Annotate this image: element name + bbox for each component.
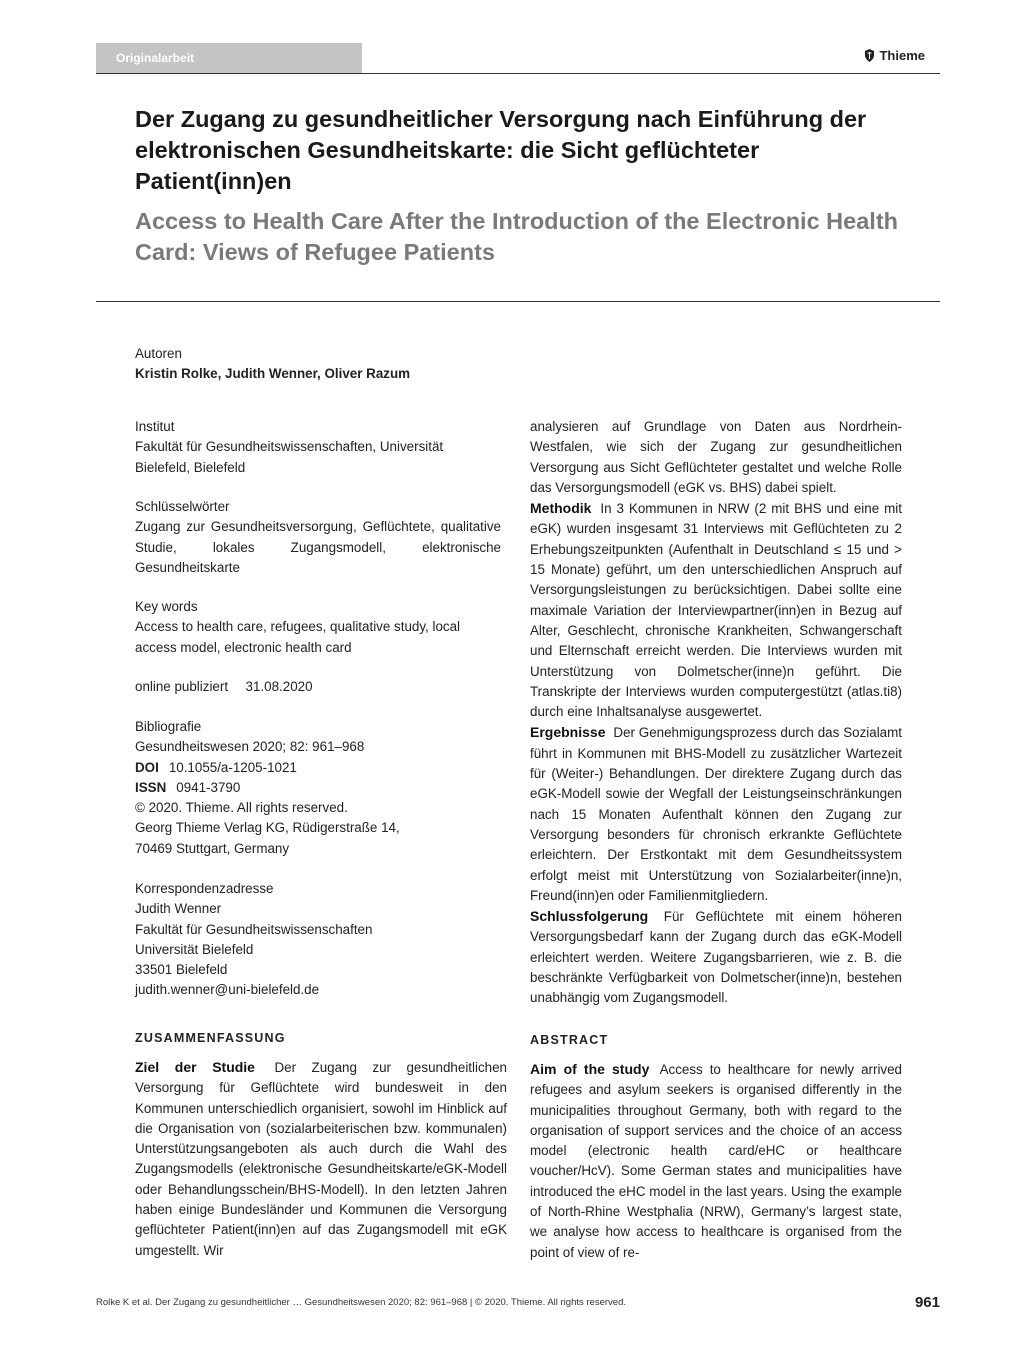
schluss-paragraph [530, 906, 902, 1008]
correspondence-label: Korrespondenzadresse [135, 881, 274, 896]
institut-label: Institut [135, 419, 175, 434]
intro-paragraph: analysieren auf Grundlage von Daten aus Nordrhein-Westfalen, wie sich der Zugang zur gesundheitlichen Versorgung aus Sicht Geflüchteter gestaltet und welche Rolle das Versorgungsmodell (eGK vs. BHS) dabei spielt. [530, 419, 902, 495]
copyright-text: © 2020. Thieme. All rights reserved. [135, 800, 348, 816]
correspondence-line: Universität Bielefeld [135, 941, 254, 957]
ziel-text: Der Zugang zur gesundheitlichen Versorgung für Geflüchtete wird bundesweit in den Kommunen unterschiedlich organisiert, sowohl im Hinblick auf die Organisation von (sozialarbeiterischen bzw. kommunalen) Unterstützungsangeboten als auch durch die Wahl des Zugangsmodells (elektronische Gesundheitskarte/eGK-Modell oder Behandlungsschein/BHS-Modell). In den letzten Jahren haben einige Bundesländer und Kommunen die Versorgung geflüchteter Patient(inn)en auf das Zugangsmodell mit eGK umgestellt. Wir [135, 1060, 507, 1258]
ergebnisse-label: Ergebnisse [530, 724, 606, 741]
schluss-label: Schlussfolgerung [530, 908, 649, 925]
abstract-heading: ABSTRACT [530, 1033, 609, 1047]
online-label: online publiziert [135, 679, 229, 694]
issn-label: ISSN [135, 779, 167, 795]
methodik-text: In 3 Kommunen in NRW (2 mit BHS und eine mit eGK) wurden insgesamt 31 Interviews mit Geflüchteten zu 2 Erhebungszeitpunkten (Aufenthalt in Deutschland ≤ 15 und > 15 Monate) geführt, um den unterschiedlichen Anspruch auf Versorgungsleistungen zu berücksichtigen. Dabei sollte eine maximale Variation der Interviewpartner(inn)en in Bezug auf Alter, Geschlecht, chronische Krankheiten, Schwangerschaft und Elternschaft erreicht werden. Die Interviews wurden mit Unterstützung von Dolmetscher(inne)n geführt. Die Transkripte der Interviews wurden computergestützt (atlas.ti8) durch eine Inhaltsanalyse ausgewertet. [530, 501, 902, 720]
biblio-label: Bibliografie [135, 719, 202, 734]
keywords-en-text: Access to health care, refugees, qualitative study, local access model, electronic health card [135, 619, 461, 655]
correspondence-line: Judith Wenner [135, 901, 222, 917]
institut-text: Fakultät für Gesundheitswissenschaften, Universität Bielefeld, Bielefeld [135, 439, 444, 475]
online-block [135, 677, 507, 697]
methodik-paragraph [530, 498, 902, 722]
thieme-crest-icon [864, 49, 875, 62]
title-rule [96, 301, 940, 302]
aim-label: Aim of the study [530, 1061, 650, 1077]
keywords-de-block [135, 497, 501, 578]
correspondence-block [135, 879, 507, 1001]
authors-names: Kristin Rolke, Judith Wenner, Oliver Razum [135, 366, 411, 382]
correspondence-line: Fakultät für Gesundheitswissenschaften [135, 921, 373, 937]
correspondence-line: 33501 Bielefeld [135, 962, 228, 978]
aim-paragraph [530, 1059, 902, 1263]
aim-text: Access to healthcare for newly arrived refugees and asylum seekers is organised differently in the municipalities throughout Germany, both with regard to the organisation of support services and the choice of an access model (electronic health card/eHC or healthcare voucher/HcV). Some German states and municipalities have introduced the eHC model in the last years. Using the example of North-Rhine Westphalia (NRW), Germany’s largest state, we analyse how access to healthcare is organised from the point of view of re- [530, 1062, 903, 1260]
ergebnisse-text: Der Genehmigungsprozess durch das Sozialamt führt in Kommunen mit BHS-Modell zu zusätzlicher Wartezeit für (Weiter-) Behandlungen. Der direktere Zugang durch das eGK-Modell sowie der Wegfall der Leistungseinschränkungen nach 15 Monaten Aufenthalt können den Zugang zur Versorgung besonders für chronisch erkrankte Geflüchtete erleichtern. Der Erstkontakt mit dem Gesundheitssystem erfolgt meist mit Unterstützung von Sozialarbeiter(inne)n, Freund(inn)en oder Familienmitgliedern. [530, 725, 902, 903]
methodik-label: Methodik [530, 500, 592, 517]
issn-value: 0941-3790 [176, 779, 241, 795]
bibliografie-block [135, 717, 507, 859]
institut-block [135, 417, 497, 478]
ziel-paragraph [135, 1057, 507, 1261]
title-english: Access to Health Care After the Introduction of the Electronic Health Card: Views of Refugee Patients [135, 208, 899, 265]
keywords-en-block [135, 597, 475, 658]
correspondence-email[interactable]: judith.wenner@uni-bielefeld.de [135, 982, 320, 998]
publisher-address-1: Georg Thieme Verlag KG, Rüdigerstraße 14, [135, 820, 400, 836]
article-type-tag: Originalarbeit [96, 43, 362, 73]
doi-link[interactable]: 10.1055/a-1205-1021 [168, 759, 297, 775]
keywords-en-label: Key words [135, 599, 198, 614]
title-german: Der Zugang zu gesundheitlicher Versorgung nach Einführung der elektronischen Gesundheitskarte: die Sicht geflüchteter Patient(inn)en [135, 106, 867, 194]
keywords-de-text: Zugang zur Gesundheitsversorgung, Geflüchtete, qualitative Studie, lokales Zugangsmodell, elektronische Gesundheitskarte [135, 519, 501, 575]
publisher-name: Thieme [879, 48, 925, 63]
ergebnisse-paragraph [530, 722, 902, 906]
ziel-label: Ziel der Studie [135, 1059, 255, 1075]
publisher-address-2: 70469 Stuttgart, Germany [135, 840, 290, 856]
keywords-de-label: Schlüsselwörter [135, 499, 230, 514]
doi-label: DOI [135, 759, 159, 775]
footer-citation: Rolke K et al. Der Zugang zu gesundheitlicher … Gesundheitswesen 2020; 82: 961–968 | © 2020. Thieme. All rights reserved. [96, 1297, 626, 1308]
authors-label: Autoren [135, 346, 182, 361]
page-number: 961 [914, 1294, 940, 1311]
online-date: 31.08.2020 [245, 679, 313, 694]
header-rule [96, 73, 940, 74]
biblio-citation: Gesundheitswesen 2020; 82: 961–968 [135, 739, 365, 755]
authors-block [135, 344, 507, 385]
right-column-text [530, 417, 902, 1009]
zusammenfassung-heading: ZUSAMMENFASSUNG [135, 1031, 286, 1045]
publisher-logo [864, 48, 925, 63]
schluss-text: Für Geflüchtete mit einem höheren Versorgungsbedarf kann der Zugang durch das eGK-Modell erleichtert werden. Weitere Zugangsbarrieren, wie z. B. die beschränkte Verfügbarkeit von Dolmetscher(inne)n, bestehen unabhängig vom Zugangsmodell. [530, 909, 902, 1006]
